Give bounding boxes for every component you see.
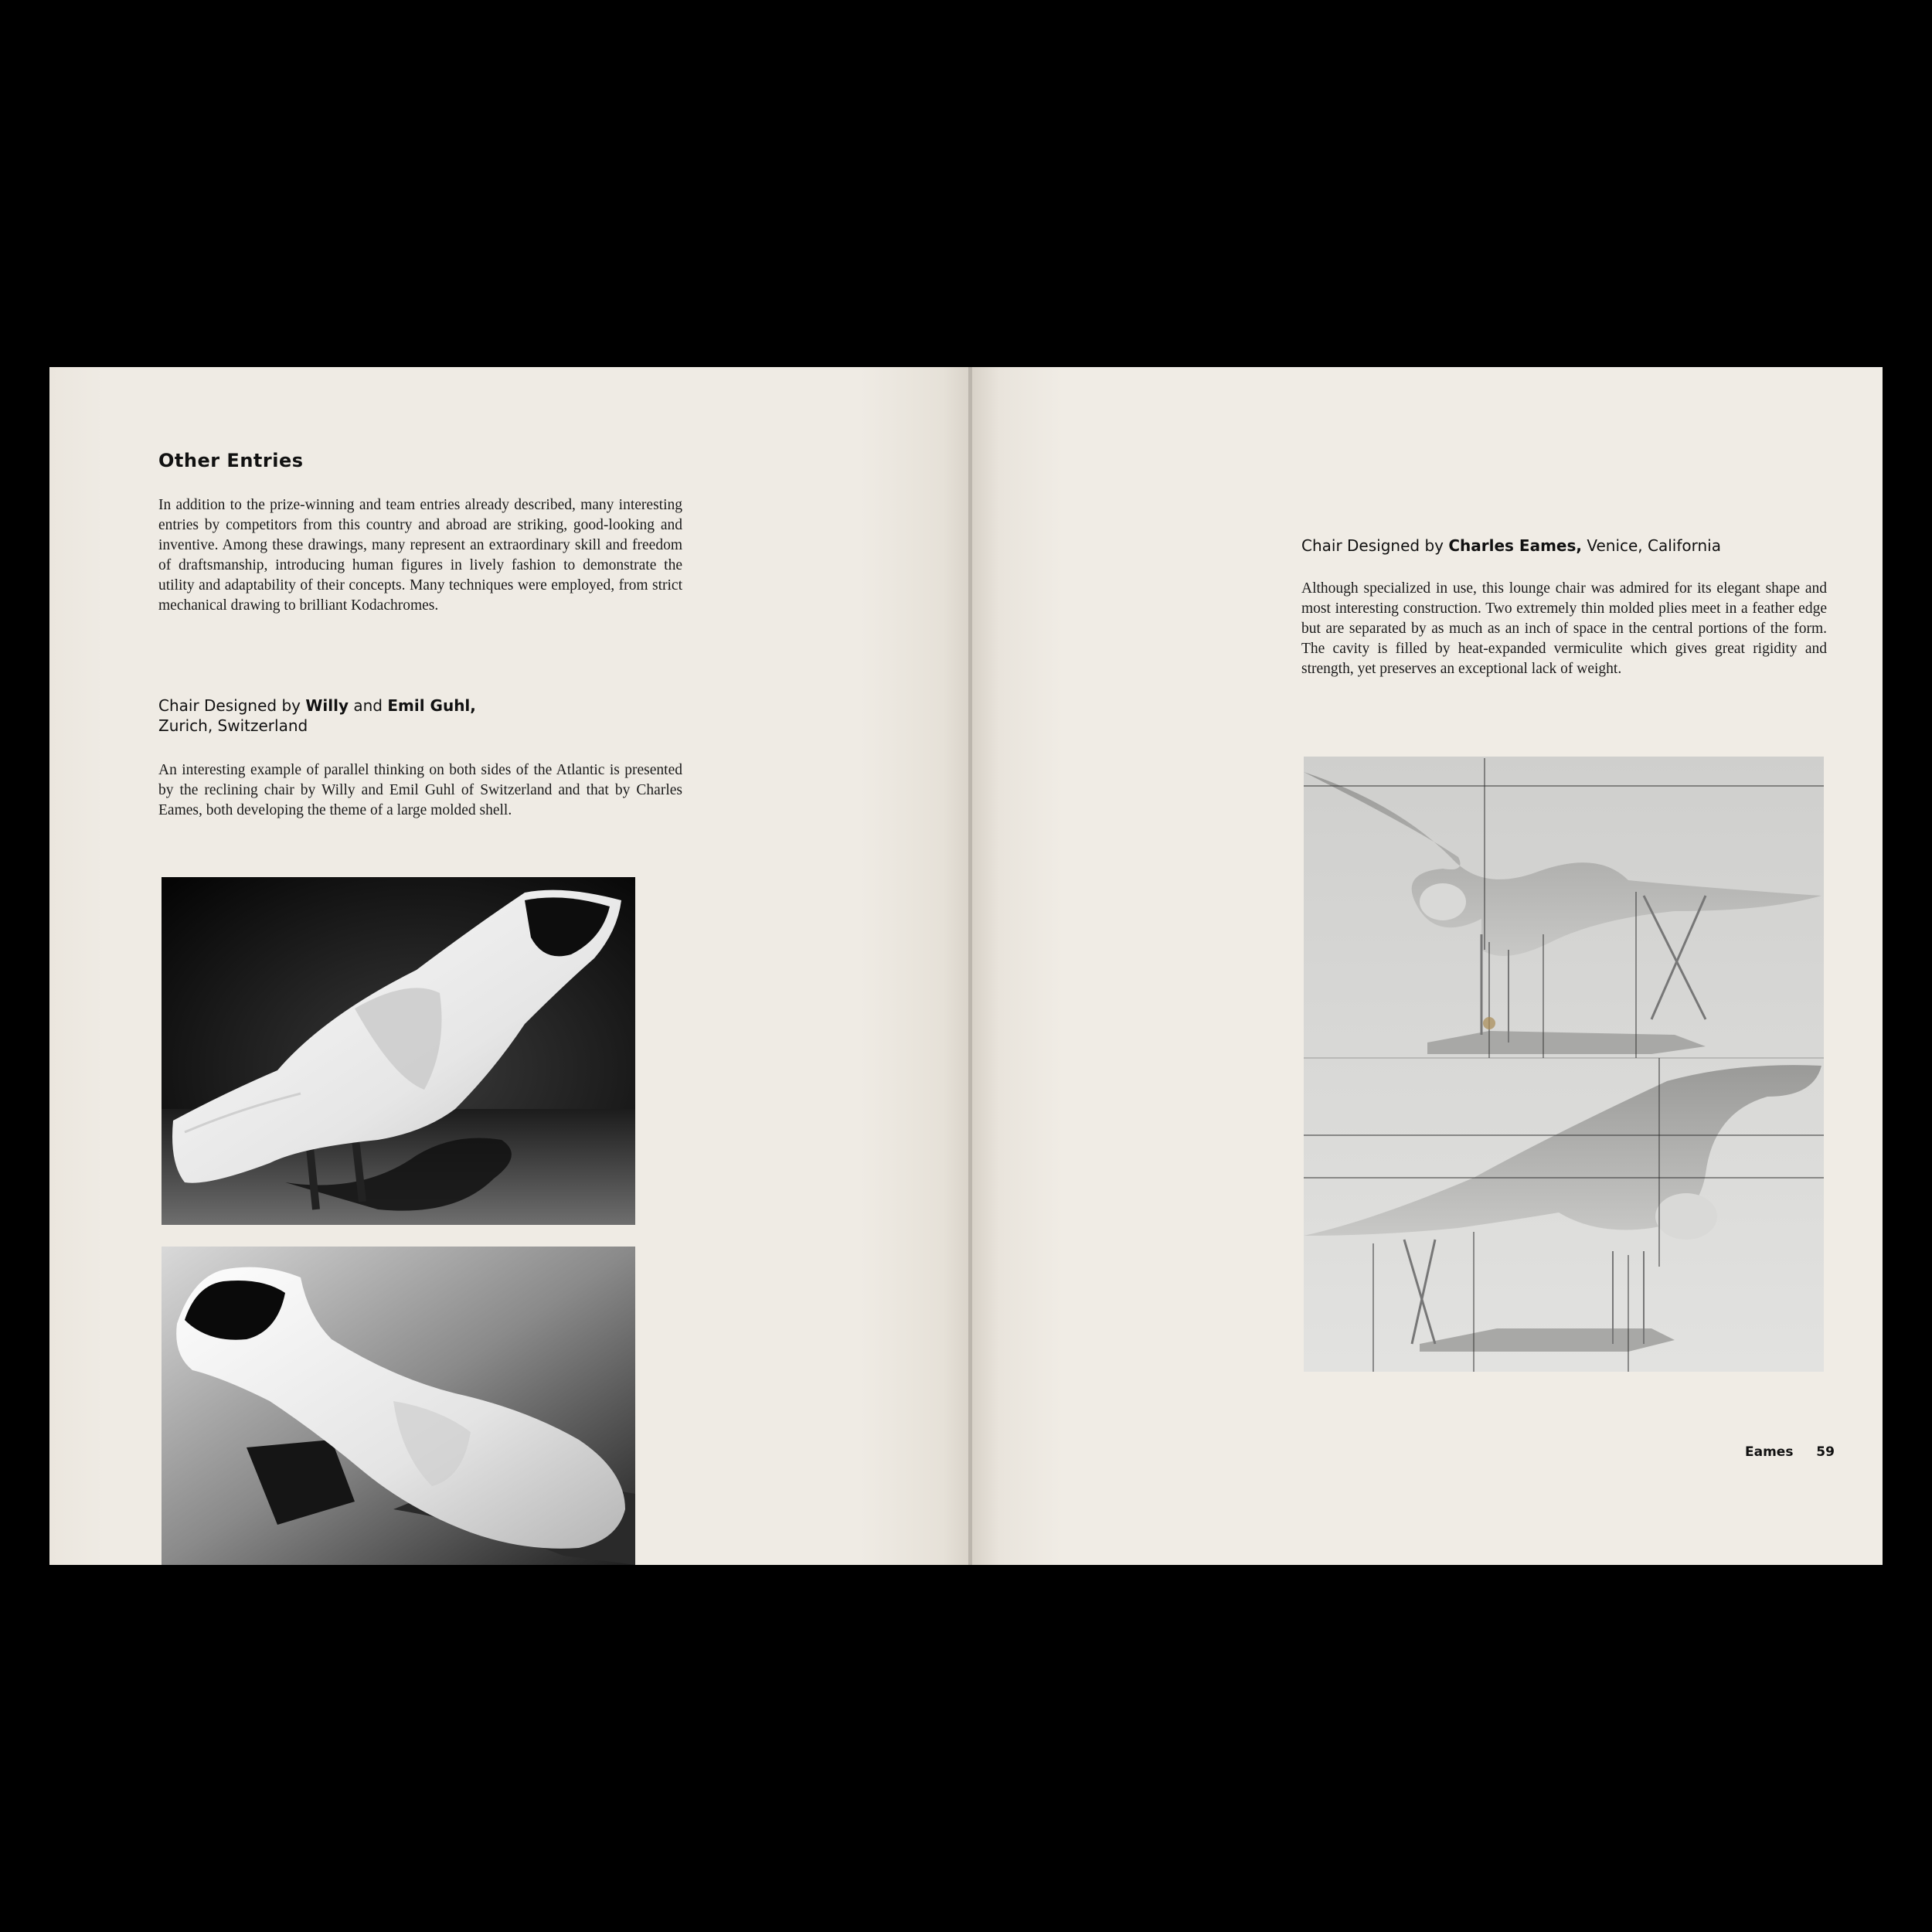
eames-caption [1301,536,1842,556]
eames-description: Although specialized in use, this lounge chair was admired for its elegant shape and most interesting construction. Two extremely thin molded plies meet in a feather edge but are separated by as much as an inch of space in the central portions of the form. The cavity is filled by heat-expanded vermiculite which gives great rigidity and strength, yet preserves an exceptional lack of weight. [1301,580,1827,677]
intro-paragraph: In addition to the prize-winning and team entries already described, many interesting entries by competitors from this country and abroad are striking, good-looking and inventive. Among these drawings, many represent an extraordinary skill and freedom of draftsmanship, introducing human figures in lively fashion to demonstrate the utility and adaptability of their concepts. Many techniques were employed, from strict mechanical drawing to brilliant Kodachromes. [158,497,682,614]
designer-name-charles-eames: Charles Eames, [1448,536,1582,555]
right-page [972,367,1883,1565]
book-spread [49,367,1883,1565]
guhl-caption [158,696,699,736]
designer-name-emil-guhl: Emil Guhl, [387,696,476,715]
guhl-chair-photo-top [162,877,635,1225]
running-footer [1745,1444,1835,1460]
left-page [49,367,971,1565]
page-number: 59 [1816,1444,1835,1460]
section-heading: Other Entries [158,450,304,471]
designer-name-willy: Willy [305,696,349,715]
folio-section: Eames [1745,1444,1794,1460]
caption-prefix: Chair Designed by [1301,536,1449,555]
caption-prefix: Chair Designed by [158,696,306,715]
guhl-chair-photo-bottom [162,1247,635,1565]
caption-joiner: and [349,696,388,715]
guhl-description: An interesting example of parallel thinking on both sides of the Atlantic is presented by the reclining chair by Willy and Emil Guhl of Switzerland and that by Charles Eames, both developing the theme of a large molded shell. [158,762,682,818]
caption-location: Zurich, Switzerland [158,716,308,735]
eames-chair-dimension-photo [1304,757,1824,1372]
caption-location: Venice, California [1581,536,1721,555]
